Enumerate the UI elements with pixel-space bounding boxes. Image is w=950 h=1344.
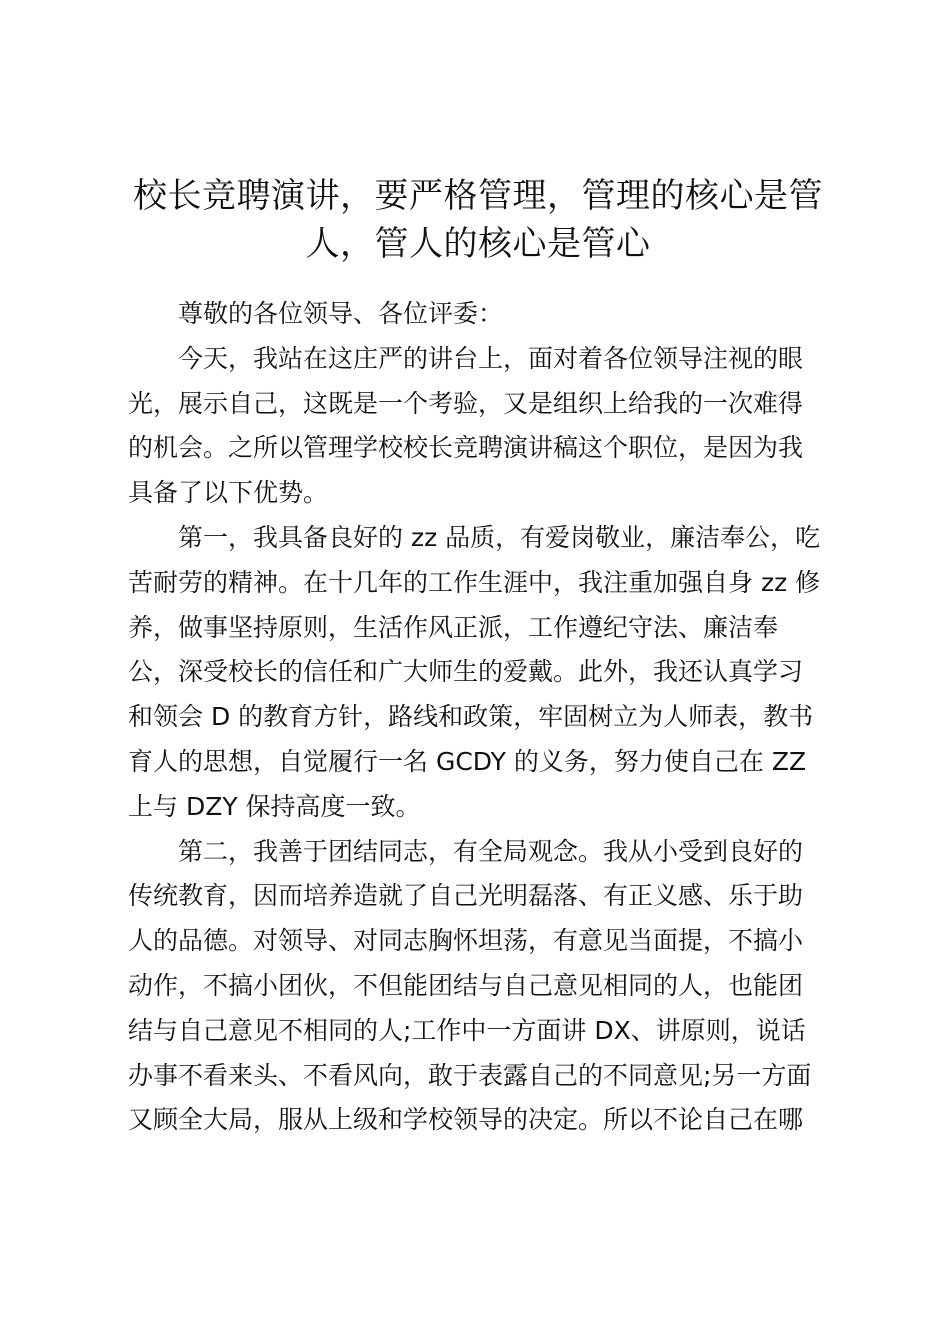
paragraph-line: 又顾全大局，服从上级和学校领导的决定。所以不论自己在哪 (128, 1105, 804, 1135)
paragraph-line: 今天，我站在这庄严的讲台上，面对着各位领导注视的眼 (178, 343, 804, 373)
paragraph-line: 公，深受校长的信任和广大师生的爱戴。此外，我还认真学习 (128, 657, 804, 687)
paragraph-line: 结与自己意见不相同的人;工作中一方面讲 DX、讲原则，说话 (128, 1015, 806, 1045)
paragraph-line: 养，做事坚持原则，生活作风正派，工作遵纪守法、廉洁奉 (128, 612, 779, 642)
paragraph-line: 办事不看来头、不看风向，敢于表露自己的不同意见;另一方面 (128, 1060, 812, 1090)
paragraph-line: 育人的思想，自觉履行一名 GCDY 的义务，努力使自己在 ZZ (128, 746, 807, 776)
paragraph-line: 和领会 D 的教育方针，路线和政策，牢固树立为人师表，教书 (128, 702, 814, 732)
paragraph-line: 上与 DZY 保持高度一致。 (128, 791, 421, 821)
paragraph-line: 具备了以下优势。 (128, 478, 329, 508)
salutation: 尊敬的各位领导、各位评委： (178, 299, 504, 328)
paragraph-line: 传统教育，因而培养造就了自己光明磊落、有正义感、乐于助 (128, 881, 804, 911)
paragraph-line: 的机会。之所以管理学校校长竞聘演讲稿这个职位，是因为我 (128, 433, 804, 463)
paragraph-line: 动作，不搞小团伙，不但能团结与自己意见相同的人，也能团 (128, 970, 804, 1000)
title-line: 人，管人的核心是管心 (305, 224, 651, 264)
paragraph-line: 第二，我善于团结同志，有全局观念。我从小受到良好的 (178, 836, 804, 866)
paragraph-line: 第一，我具备良好的 zz 品质，有爱岗敬业，廉洁奉公，吃 (178, 522, 821, 552)
paragraph-line: 光，展示自己，这既是一个考验，又是组织上给我的一次难得 (128, 388, 804, 418)
paragraph-line: 苦耐劳的精神。在十几年的工作生涯中，我注重加强自身 zz 修 (128, 567, 821, 597)
document-body (128, 292, 828, 1143)
document-title (118, 172, 838, 268)
paragraph-line: 人的品德。对领导、对同志胸怀坦荡，有意见当面提，不搞小 (128, 926, 804, 956)
title-line: 校长竞聘演讲，要严格管理，管理的核心是管 (133, 176, 823, 216)
